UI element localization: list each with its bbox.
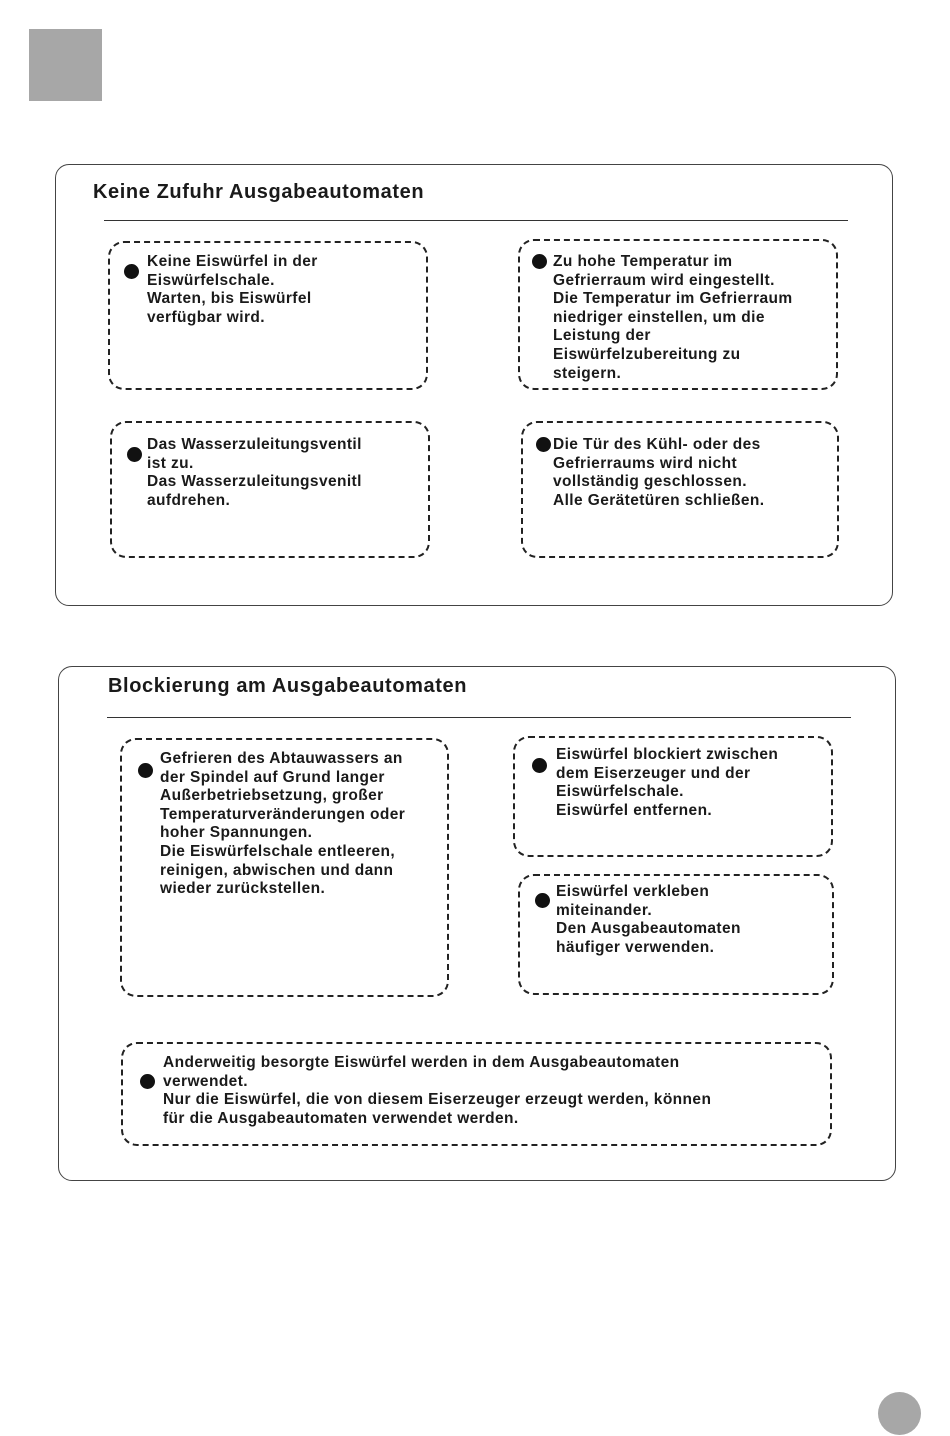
text-line: Alle Gerätetüren schließen.: [553, 491, 765, 509]
text-line: wieder zurückstellen.: [160, 880, 326, 898]
text-line: häufiger verwenden.: [556, 938, 715, 956]
bullet-icon: [536, 437, 551, 452]
card-text: [147, 253, 318, 327]
bullet-icon: [124, 264, 139, 279]
text-line: ist zu.: [147, 454, 194, 472]
text-line: verwendet.: [163, 1072, 248, 1090]
text-line: Außerbetriebsetzung, großer: [160, 787, 384, 805]
text-line: Die Eiswürfelschale entleeren,: [160, 842, 396, 860]
text-line: Gefrieren des Abtauwassers an: [160, 750, 403, 767]
card-text: [556, 746, 778, 820]
text-line: der Spindel auf Grund langer: [160, 768, 385, 786]
text-line: Das Wasserzuleitungsvenitl: [147, 473, 362, 491]
text-line: miteinander.: [556, 901, 653, 919]
text-line: Die Temperatur im Gefrierraum: [553, 290, 793, 308]
text-line: hoher Spannungen.: [160, 824, 313, 842]
text-line: Anderweitig besorgte Eiswürfel werden in dem Ausgabeautomaten: [163, 1054, 680, 1071]
bullet-icon: [532, 254, 547, 269]
text-line: Gefrierraums wird nicht: [553, 454, 738, 472]
section-title-blockage: Blockierung am Ausgabeautomaten: [108, 675, 468, 697]
text-line: Eiswürfel blockiert zwischen: [556, 746, 779, 763]
text-line: vollständig geschlossen.: [553, 473, 747, 491]
card-text: [553, 436, 765, 510]
card-text: [163, 1054, 711, 1128]
text-line: Eiswürfelzubereitung zu: [553, 345, 741, 363]
text-line: Eiswürfel verkleben: [556, 883, 710, 900]
text-line: reinigen, abwischen und dann: [160, 861, 394, 879]
text-line: Die Tür des Kühl- oder des: [553, 436, 761, 453]
section-marker-square: [29, 29, 102, 101]
text-line: steigern.: [553, 364, 622, 382]
text-line: Nur die Eiswürfel, die von diesem Eiserzeuger erzeugt werden, können: [163, 1091, 712, 1109]
bullet-icon: [535, 893, 550, 908]
section-divider: [107, 717, 851, 718]
bullet-icon: [138, 763, 153, 778]
page-number-dot: [878, 1392, 921, 1435]
text-line: für die Ausgabeautomaten verwendet werden.: [163, 1109, 519, 1127]
section-divider: [104, 220, 848, 221]
text-line: Das Wasserzuleitungsventil: [147, 436, 362, 453]
text-line: verfügbar wird.: [147, 308, 265, 326]
text-line: Warten, bis Eiswürfel: [147, 290, 312, 308]
card-text: [160, 750, 405, 899]
text-line: Keine Eiswürfel in der: [147, 253, 318, 270]
bullet-icon: [532, 758, 547, 773]
text-line: Zu hohe Temperatur im: [553, 253, 733, 270]
text-line: niedriger einstellen, um die: [553, 308, 765, 326]
text-line: Eiswürfelschale.: [556, 783, 684, 801]
text-line: Leistung der: [553, 327, 651, 345]
text-line: aufdrehen.: [147, 491, 231, 509]
text-line: Den Ausgabeautomaten: [556, 920, 741, 938]
card-text: [556, 883, 741, 957]
text-line: Gefrierraum wird eingestellt.: [553, 271, 775, 289]
card-text: [553, 253, 793, 383]
text-line: Temperaturveränderungen oder: [160, 805, 406, 823]
text-line: Eiswürfel entfernen.: [556, 801, 713, 819]
bullet-icon: [140, 1074, 155, 1089]
section-title-no-supply: Keine Zufuhr Ausgabeautomaten: [93, 181, 425, 203]
text-line: dem Eiserzeuger und der: [556, 764, 751, 782]
card-text: [147, 436, 362, 510]
bullet-icon: [127, 447, 142, 462]
text-line: Eiswürfelschale.: [147, 271, 275, 289]
